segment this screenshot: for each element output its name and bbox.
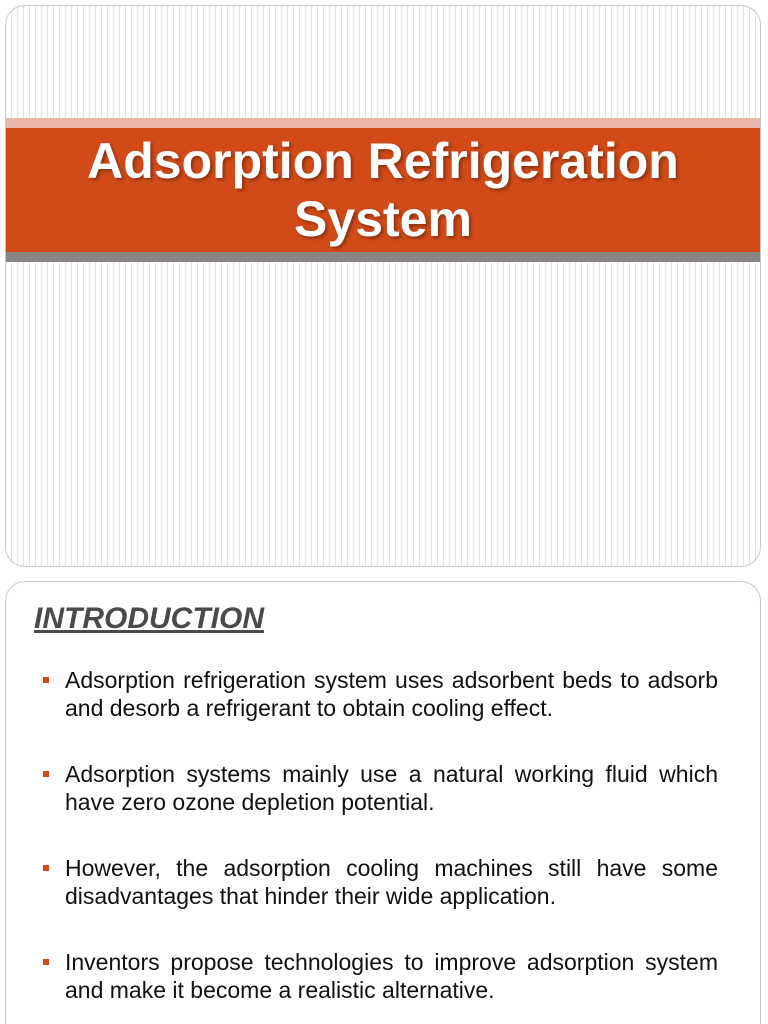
bullet-item xyxy=(42,760,718,816)
title-band-top-stripe xyxy=(6,118,760,128)
bullet-text: However, the adsorption cooling machines still have some disadvantages that hinder their wide application. xyxy=(65,855,718,909)
bullet-text: Inventors propose technologies to improve adsorption system and make it become a realistic alternative. xyxy=(65,949,718,1003)
square-bullet-icon xyxy=(43,677,49,683)
square-bullet-icon xyxy=(43,771,49,777)
bullet-text: Adsorption systems mainly use a natural working fluid which have zero ozone depletion potential. xyxy=(65,761,718,815)
bullet-item xyxy=(42,948,718,1004)
square-bullet-icon xyxy=(43,865,49,871)
slide-title-line-2: System xyxy=(294,191,472,247)
introduction-heading: INTRODUCTION xyxy=(34,602,264,635)
bullet-item xyxy=(42,854,718,910)
title-band xyxy=(6,118,760,262)
square-bullet-icon xyxy=(43,959,49,965)
bullet-text: Adsorption refrigeration system uses adsorbent beds to adsorb and desorb a refrigerant to obtain cooling effect. xyxy=(65,667,718,721)
bullet-item xyxy=(42,666,718,722)
introduction-slide xyxy=(5,581,761,1024)
bullet-list xyxy=(42,666,718,1024)
title-band-bottom-stripe xyxy=(6,252,760,262)
title-band-main xyxy=(6,128,760,252)
slide-title xyxy=(87,132,679,248)
title-slide xyxy=(5,5,761,567)
slide-title-line-1: Adsorption Refrigeration xyxy=(87,133,679,189)
